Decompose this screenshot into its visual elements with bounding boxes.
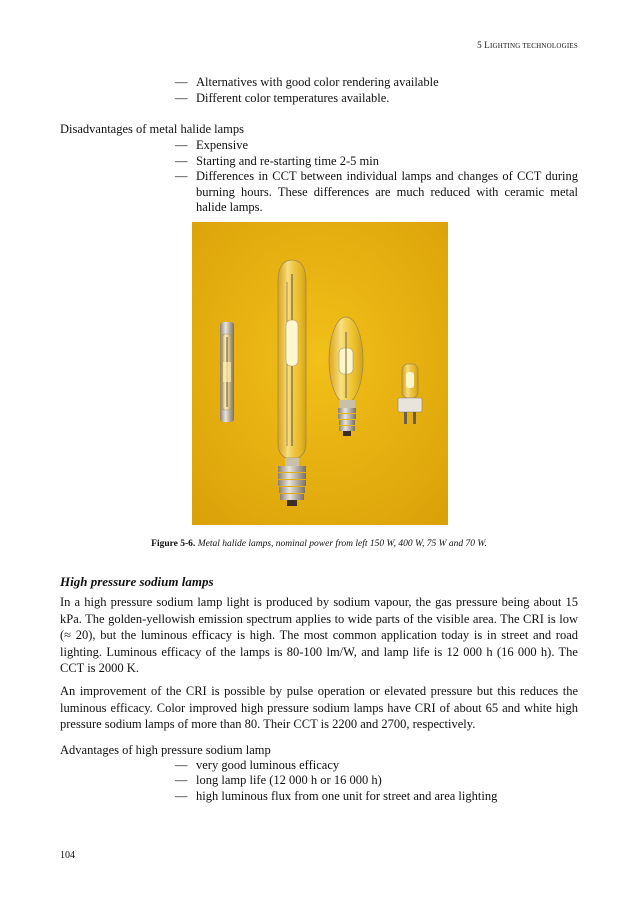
em-dash: — (175, 91, 188, 105)
figure-caption (60, 539, 578, 549)
bullet-item: — Differences in CCT between individual lamps and changes of CCT during burning hours. These differences are much reduced with ceramic metal halide lamps. (175, 169, 578, 214)
figure-text: Metal halide lamps, nominal power from left 150 W, 400 W, 75 W and 70 W. (197, 539, 487, 549)
em-dash: — (175, 758, 188, 772)
em-dash: — (175, 75, 188, 89)
metal-halide-lamps-photo (192, 222, 448, 525)
figure-label: Figure 5-6. (151, 539, 196, 549)
bullet-item: — Alternatives with good color rendering available (175, 75, 439, 89)
disadvantages-heading: Disadvantages of metal halide lamps (60, 122, 244, 136)
em-dash: — (175, 789, 188, 803)
page-number: 104 (60, 850, 75, 861)
bullet-item: — long lamp life (12 000 h or 16 000 h) (175, 773, 382, 787)
lamps-illustration (192, 222, 448, 525)
bullet-item: — Expensive (175, 138, 249, 152)
advantages-heading: Advantages of high pressure sodium lamp (60, 743, 271, 757)
em-dash: — (175, 154, 188, 168)
bullet-item: — Different color temperatures available. (175, 91, 390, 105)
paragraph: In a high pressure sodium lamp light is produced by sodium vapour, the gas pressure being about 15 kPa. The golden-yellowish emission spectrum applies to wide parts of the visible area. The CRI is low (≈ 20), but the luminous efficacy is high. The most common application today is in street and road lighting. Luminous efficacy of the lamps is 80-100 lm/W, and lamp life is 12 000 h (16 000 h). The CCT is 2000 K. (60, 595, 578, 675)
em-dash: — (175, 773, 188, 787)
running-header: 5 LIGHTING TECHNOLOGIES (477, 40, 578, 50)
em-dash: — (175, 138, 188, 152)
bullet-item: — very good luminous efficacy (175, 758, 340, 772)
paragraph: An improvement of the CRI is possible by pulse operation or elevated pressure but this reduces the luminous efficacy. Color improved high pressure sodium lamps have CRI of about 65 and white high pressure sodium lamps of more than 80. Their CCT is 2200 and 2700, respectively. (60, 684, 578, 731)
bullet-item: — high luminous flux from one unit for street and area lighting (175, 789, 498, 803)
bullet-item: — Starting and re-starting time 2-5 min (175, 154, 379, 168)
em-dash: — (175, 169, 188, 183)
lamp-400w (278, 260, 306, 506)
section-title: High pressure sodium lamps (60, 574, 214, 589)
lamp-150w (220, 322, 234, 422)
